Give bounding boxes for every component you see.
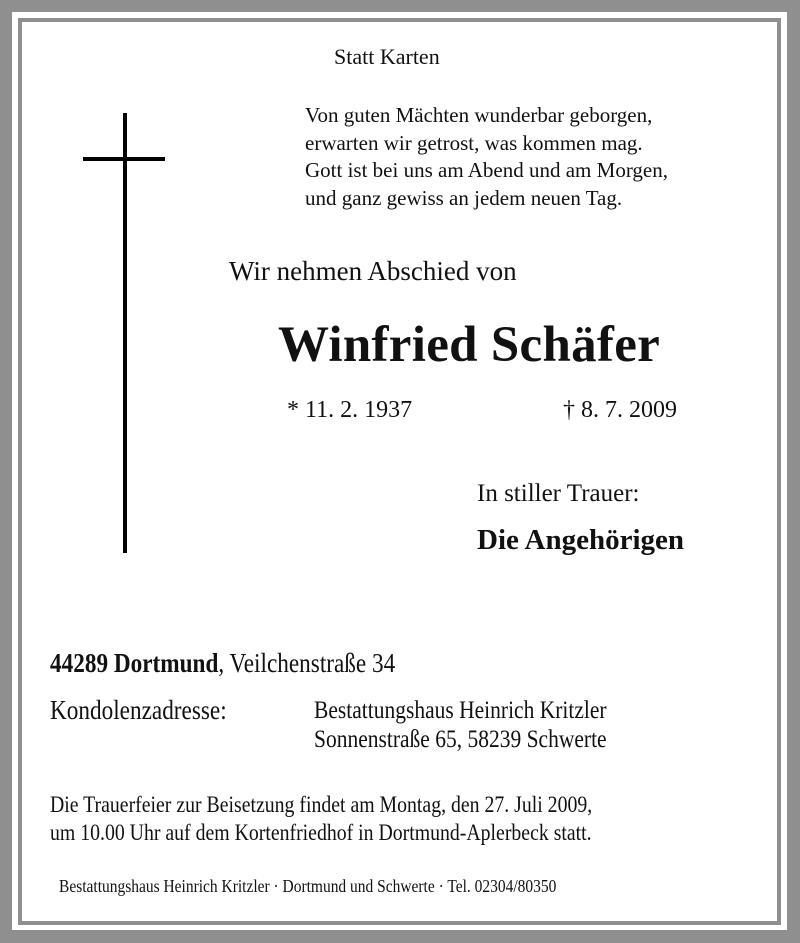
farewell-text: Wir nehmen Abschied von [229,256,517,286]
address-street: , Veilchenstraße 34 [218,648,396,678]
poem-line: Gott ist bei uns am Abend und am Morgen, [305,158,668,182]
cross-vertical-bar [123,113,127,553]
deceased-name: Winfried Schäfer [278,317,661,373]
poem-line: und ganz gewiss an jedem neuen Tag. [305,185,623,210]
mourning-intro: In stiller Trauer: [477,480,640,507]
condolence-label: Kondolenzadresse: [50,695,227,725]
mourners: Die Angehörigen [477,524,685,556]
poem-line: Von guten Mächten wunderbar geborgen, [305,103,653,127]
condolence-address-line2: Sonnenstraße 65, 58239 Schwerte [314,726,607,753]
condolence-address-line1: Bestattungshaus Heinrich Kritzler [314,697,607,724]
family-address [50,650,395,677]
poem [305,102,668,212]
poem-line: erwarten wir getrost, was kommen mag. [305,130,643,155]
header-statt-karten: Statt Karten [334,44,440,69]
ceremony-info [50,791,592,847]
address-city: 44289 Dortmund [50,648,219,678]
cross-horizontal-bar [83,157,165,161]
ceremony-line: Die Trauerfeier zur Beisetzung findet am Montag, den 27. Juli 2009, [50,792,593,817]
funeral-home-footer: Bestattungshaus Heinrich Kritzler · Dortmund und Schwerte · Tel. 02304/80350 [59,876,557,896]
death-date: † 8. 7. 2009 [563,397,677,423]
birth-date: * 11. 2. 1937 [287,397,413,423]
ceremony-line: um 10.00 Uhr auf dem Kortenfriedhof in Dortmund-Aplerbeck statt. [50,820,592,845]
